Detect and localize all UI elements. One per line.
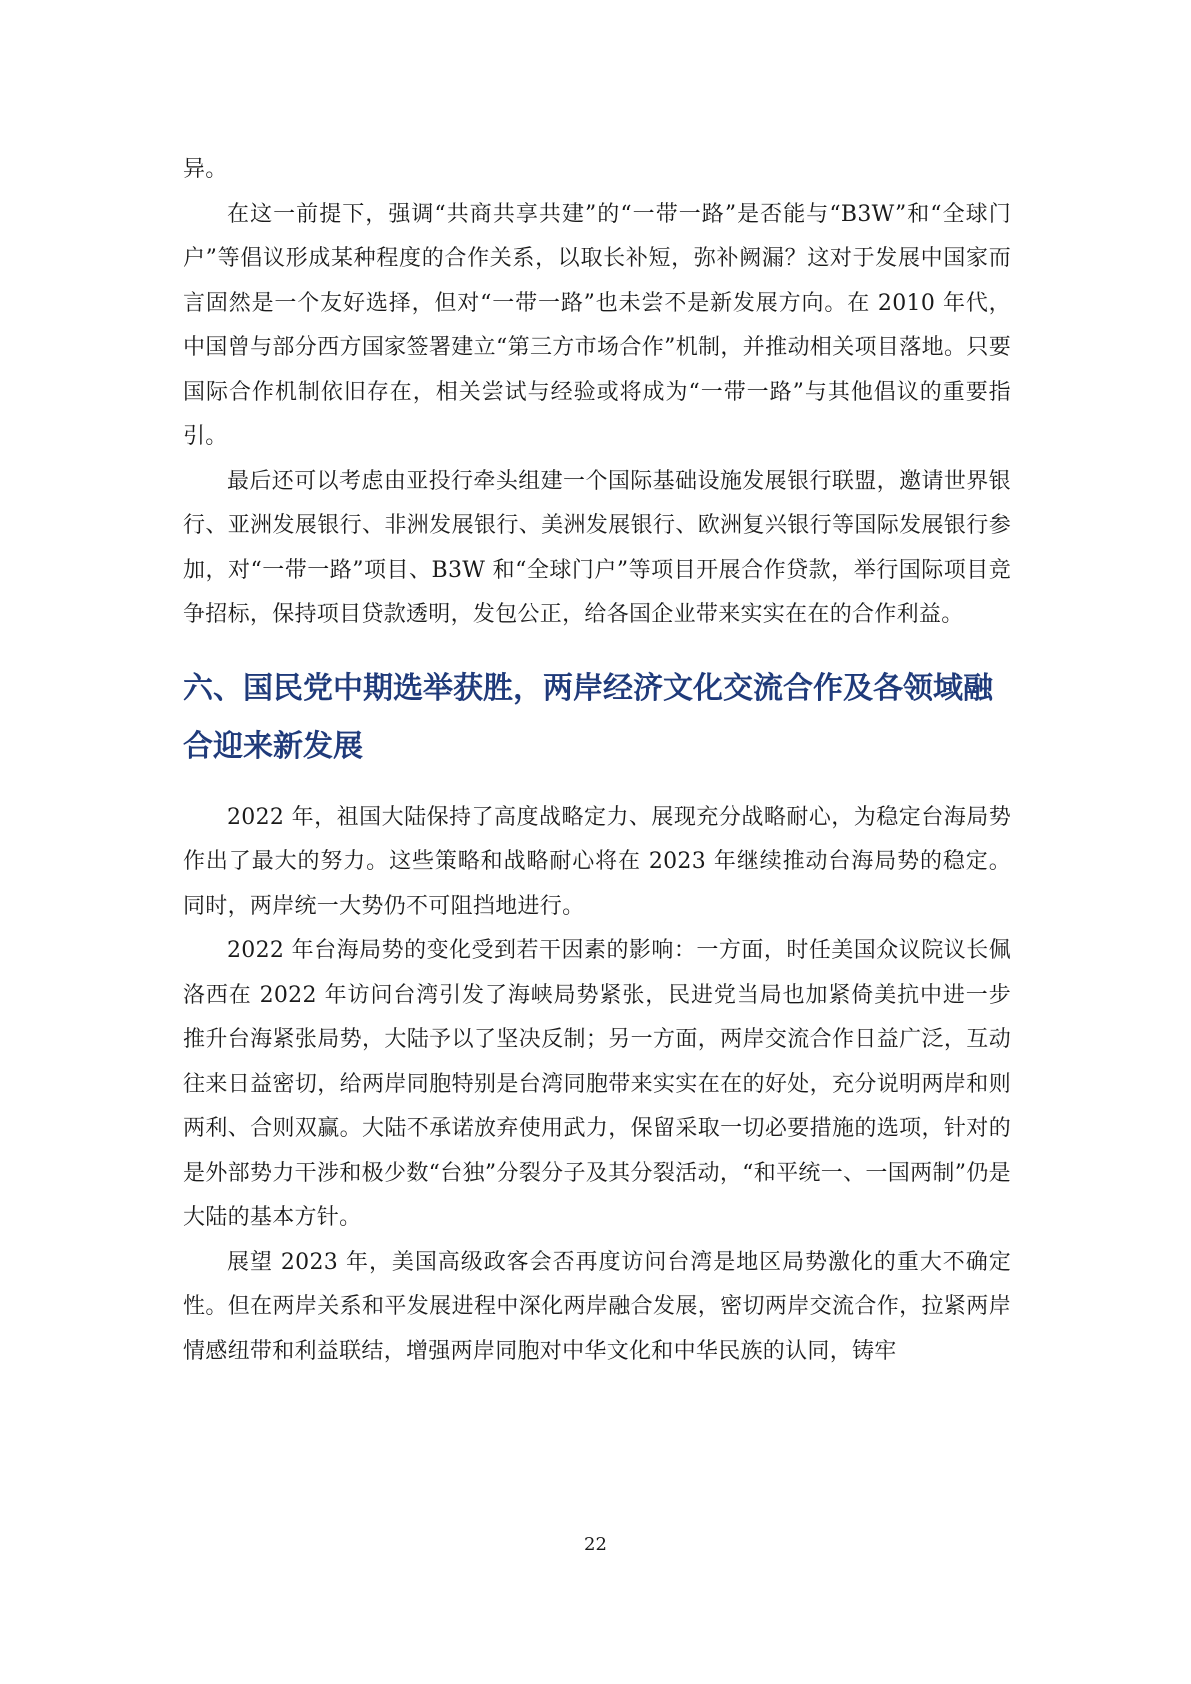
paragraph-2023-outlook: 展望 2023 年，美国高级政客会否再度访问台湾是地区局势激化的重大不确定性。但在两岸关系和平发展进程中深化两岸融合发展，密切两岸交流合作，拉紧两岸情感纽带和利益联结，增强两岸同胞对中华文化和中华民族的认同，铸牢 [183, 1249, 1011, 1364]
paragraph-b3w-cooperation: 在这一前提下，强调“共商共享共建”的“一带一路”是否能与“B3W”和“全球门户”等倡议形成某种程度的合作关系，以取长补短，弥补阙漏？这对于发展中国家而言固然是一个友好选择，但对“一带一路”也未尝不是新发展方向。在 2010 年代，中国曾与部分西方国家签署建立“第三方市场合作”机制，并推动相关项目落地。只要国际合作机制依旧存在，相关尝试与经验或将成为“一带一路”与其他倡议的重要指引。 [183, 201, 1011, 449]
page-number: 22 [584, 1534, 607, 1555]
paragraph-continuation: 异。 [183, 157, 228, 182]
section-heading: 六、国民党中期选举获胜，两岸经济文化交流合作及各领域融合迎来新发展 [183, 670, 993, 764]
paragraph-2022-factors: 2022 年台海局势的变化受到若干因素的影响：一方面，时任美国众议院议长佩洛西在 2022 年访问台湾引发了海峡局势紧张，民进党当局也加紧倚美抗中进一步推升台海紧张局势，大陆予以了坚决反制；另一方面，两岸交流合作日益广泛，互动往来日益密切，给两岸同胞特别是台湾同胞带来实实在在的好处，充分说明两岸和则两利、合则双赢。大陆不承诺放弃使用武力，保留采取一切必要措施的选项，针对的是外部势力干涉和极少数“台独”分裂分子及其分裂活动，“和平统一、一国两制”仍是大陆的基本方针。 [183, 938, 1011, 1230]
page-content [183, 148, 1011, 1374]
paragraph-2022-strategy: 2022 年，祖国大陆保持了高度战略定力、展现充分战略耐心，为稳定台海局势作出了最大的努力。这些策略和战略耐心将在 2023 年继续推动台海局势的稳定。同时，两岸统一大势仍不可阻挡地进行。 [183, 804, 1011, 919]
paragraph-aiib-alliance: 最后还可以考虑由亚投行牵头组建一个国际基础设施发展银行联盟，邀请世界银行、亚洲发展银行、非洲发展银行、美洲发展银行、欧洲复兴银行等国际发展银行参加，对“一带一路”项目、B3W 和“全球门户”等项目开展合作贷款，举行国际项目竞争招标，保持项目贷款透明，发包公正，给各国企业带来实实在在的合作利益。 [183, 468, 1011, 627]
